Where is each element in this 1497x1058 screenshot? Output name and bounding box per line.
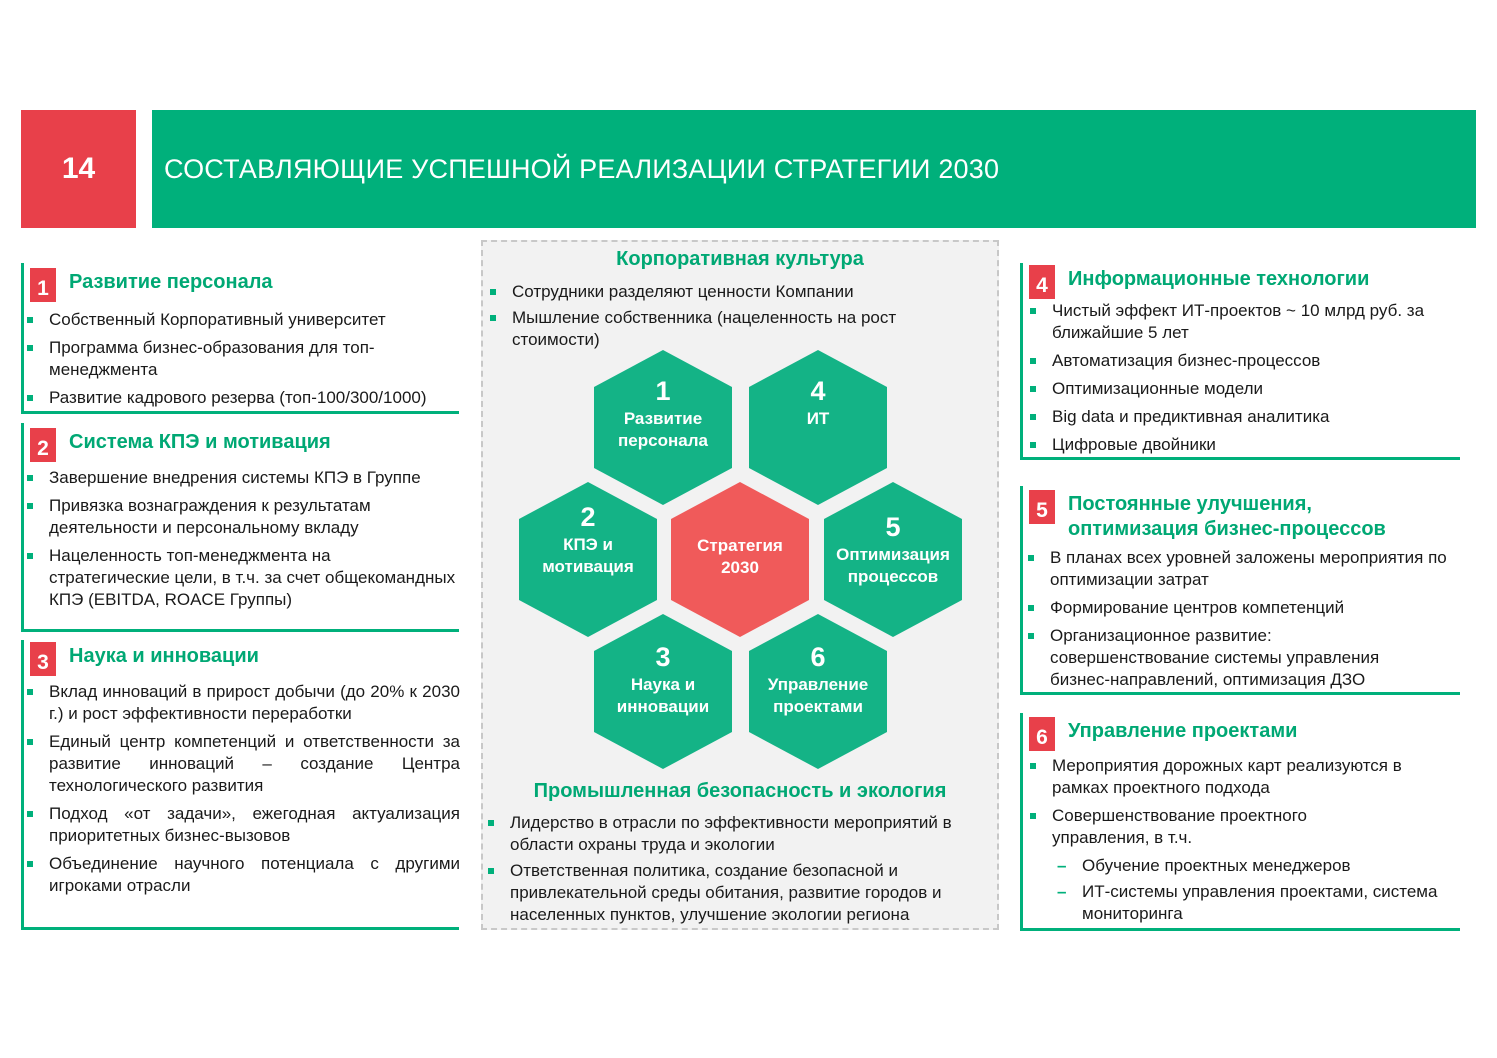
section-number: 2 (30, 428, 56, 462)
list-item: Оптимизационные модели (1027, 378, 1447, 400)
section-number: 4 (1029, 265, 1055, 299)
hex-label: 4 ИТ (806, 376, 830, 428)
section-title: Наука и инновации (69, 645, 259, 667)
list-item: Подход «от задачи», ежегодная актуализация приоритетных бизнес-вызовов (24, 803, 460, 847)
list-item: Организационное развитие: совершенствование системы управления бизнес-направлений, оптимизация ДЗО (1025, 625, 1461, 691)
hex-label: 1 Развитие персонала (618, 376, 708, 450)
list-item: Совершенствование проектного управления, в т.ч. (1027, 805, 1447, 849)
hex-label: 5 Оптимизация процессов (836, 512, 950, 586)
sub-list-item: – ИТ-системы управления проектами, система мониторинга (1027, 881, 1447, 925)
hex-label: 3 Наука и инновации (616, 642, 710, 716)
section-title: Постоянные улучшения, оптимизация бизнес-процессов (1068, 493, 1386, 540)
list-item: Мышление собственника (нацеленность на рост стоимости) (487, 307, 957, 351)
section-number: 3 (30, 642, 56, 676)
list-item: Развитие кадрового резерва (топ-100/300/1000) (24, 387, 456, 409)
section-number: 1 (30, 268, 56, 302)
panel-personnel (21, 263, 459, 414)
panel-improvement (1020, 486, 1460, 695)
center-panel (481, 240, 999, 930)
list-item: Собственный Корпоративный университет (24, 309, 456, 331)
list-item: Лидерство в отрасли по эффективности мероприятий в области охраны труда и экологии (485, 812, 991, 856)
slide-number: 14 (21, 110, 136, 228)
list-item: Привязка вознаграждения к результатам деятельности и персональному вкладу (24, 495, 456, 539)
panel-it (1020, 263, 1460, 460)
list-item: Цифровые двойники (1027, 434, 1447, 456)
hex-label: 2 КПЭ и мотивация (542, 502, 634, 576)
culture-title: Корпоративная культура (616, 248, 864, 270)
list-item: Нацеленность топ-менеджмента на стратегические цели, в т.ч. за счет общекомандных КПЭ (EBITDA, ROACE Группы) (24, 545, 456, 611)
list-item: Чистый эффект ИТ-проектов ~ 10 млрд руб. за ближайшие 5 лет (1027, 300, 1447, 344)
sub-list-item: – Обучение проектных менеджеров (1027, 855, 1447, 877)
list-item: Единый центр компетенций и ответственности за развитие инноваций – создание Центра технологического развития (24, 731, 460, 797)
list-item: Завершение внедрения системы КПЭ в Группе (24, 467, 456, 489)
list-item: Формирование центров компетенций (1025, 597, 1461, 619)
section-title: Система КПЭ и мотивация (69, 431, 331, 453)
section-title: Управление проектами (1068, 720, 1298, 742)
panel-science (21, 640, 459, 930)
list-item: Программа бизнес-образования для топ-менеджмента (24, 337, 456, 381)
panel-projects (1020, 713, 1460, 931)
slide-title (152, 110, 1476, 228)
panel-kpi (21, 423, 459, 632)
safety-title: Промышленная безопасность и экология (533, 780, 947, 802)
list-item: Big data и предиктивная аналитика (1027, 406, 1447, 428)
hex-label: Стратегия 2030 (697, 536, 783, 577)
list-item: Сотрудники разделяют ценности Компании (487, 281, 957, 303)
list-item: Объединение научного потенциала с другими игроками отрасли (24, 853, 460, 897)
list-item: Мероприятия дорожных карт реализуются в рамках проектного подхода (1027, 755, 1447, 799)
section-title: Развитие персонала (69, 271, 273, 293)
section-number: 6 (1029, 717, 1055, 751)
section-title: Информационные технологии (1068, 268, 1370, 290)
list-item: Вклад инноваций в прирост добычи (до 20% к 2030 г.) и рост эффективности переработки (24, 681, 460, 725)
list-item: Ответственная политика, создание безопасной и привлекательной среды обитания, развитие городов и населенных пунктов, улучшение экологии региона (485, 860, 991, 926)
hex-label: 6 Управление проектами (767, 642, 869, 716)
section-number: 5 (1029, 490, 1055, 524)
list-item: Автоматизация бизнес-процессов (1027, 350, 1447, 372)
slide-title-text: СОСТАВЛЯЮЩИЕ УСПЕШНОЙ РЕАЛИЗАЦИИ СТРАТЕГИИ 2030 (164, 153, 1000, 184)
list-item: В планах всех уровней заложены мероприятия по оптимизации затрат (1025, 547, 1461, 591)
